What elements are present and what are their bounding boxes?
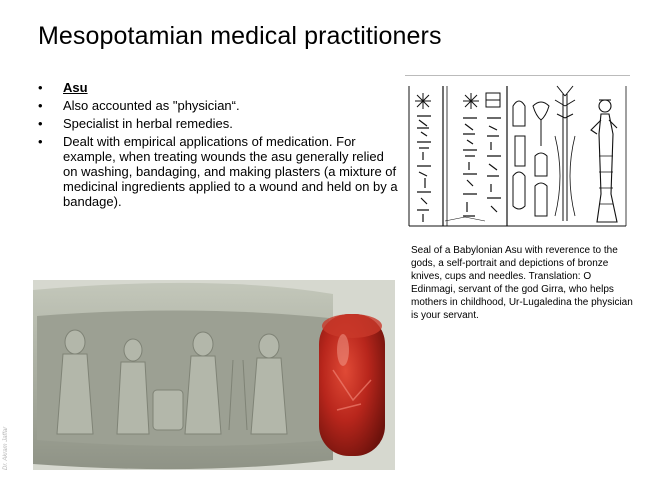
bullet-marker: • <box>38 80 43 95</box>
bullet-text: Also accounted as "physician“. <box>63 98 240 113</box>
bullet-marker: • <box>38 134 43 149</box>
bullet-item <box>38 80 398 95</box>
seal-photograph <box>33 280 395 470</box>
bullet-item <box>38 98 398 113</box>
slide-title: Mesopotamian medical practitioners <box>38 22 442 50</box>
bullet-text: Dealt with empirical applications of medication. For example, when treating wounds the asu generally relied on washing, bandaging, and making plasters (a mixture of medicinal ingredients applied to a wound and held on by a bandage). <box>63 134 398 209</box>
bullet-text: Specialist in herbal remedies. <box>63 116 233 131</box>
bullet-item <box>38 134 398 209</box>
bullet-marker: • <box>38 98 43 113</box>
bullet-marker: • <box>38 116 43 131</box>
author-watermark: Dr. Akram Jaffar <box>3 426 9 470</box>
seal-caption: Seal of a Babylonian Asu with reverence to the gods, a self-portrait and depictions of bronze knives, cups and needles. Translation: O Edinmagi, servant of the god Girra, who helps mothers in childhood, Ur-Lugaledina the physician is your servant. <box>411 245 633 321</box>
seal-line-drawing <box>405 75 630 229</box>
bullet-list <box>38 80 398 212</box>
bullet-item <box>38 116 398 131</box>
bullet-text: Asu <box>63 80 88 95</box>
